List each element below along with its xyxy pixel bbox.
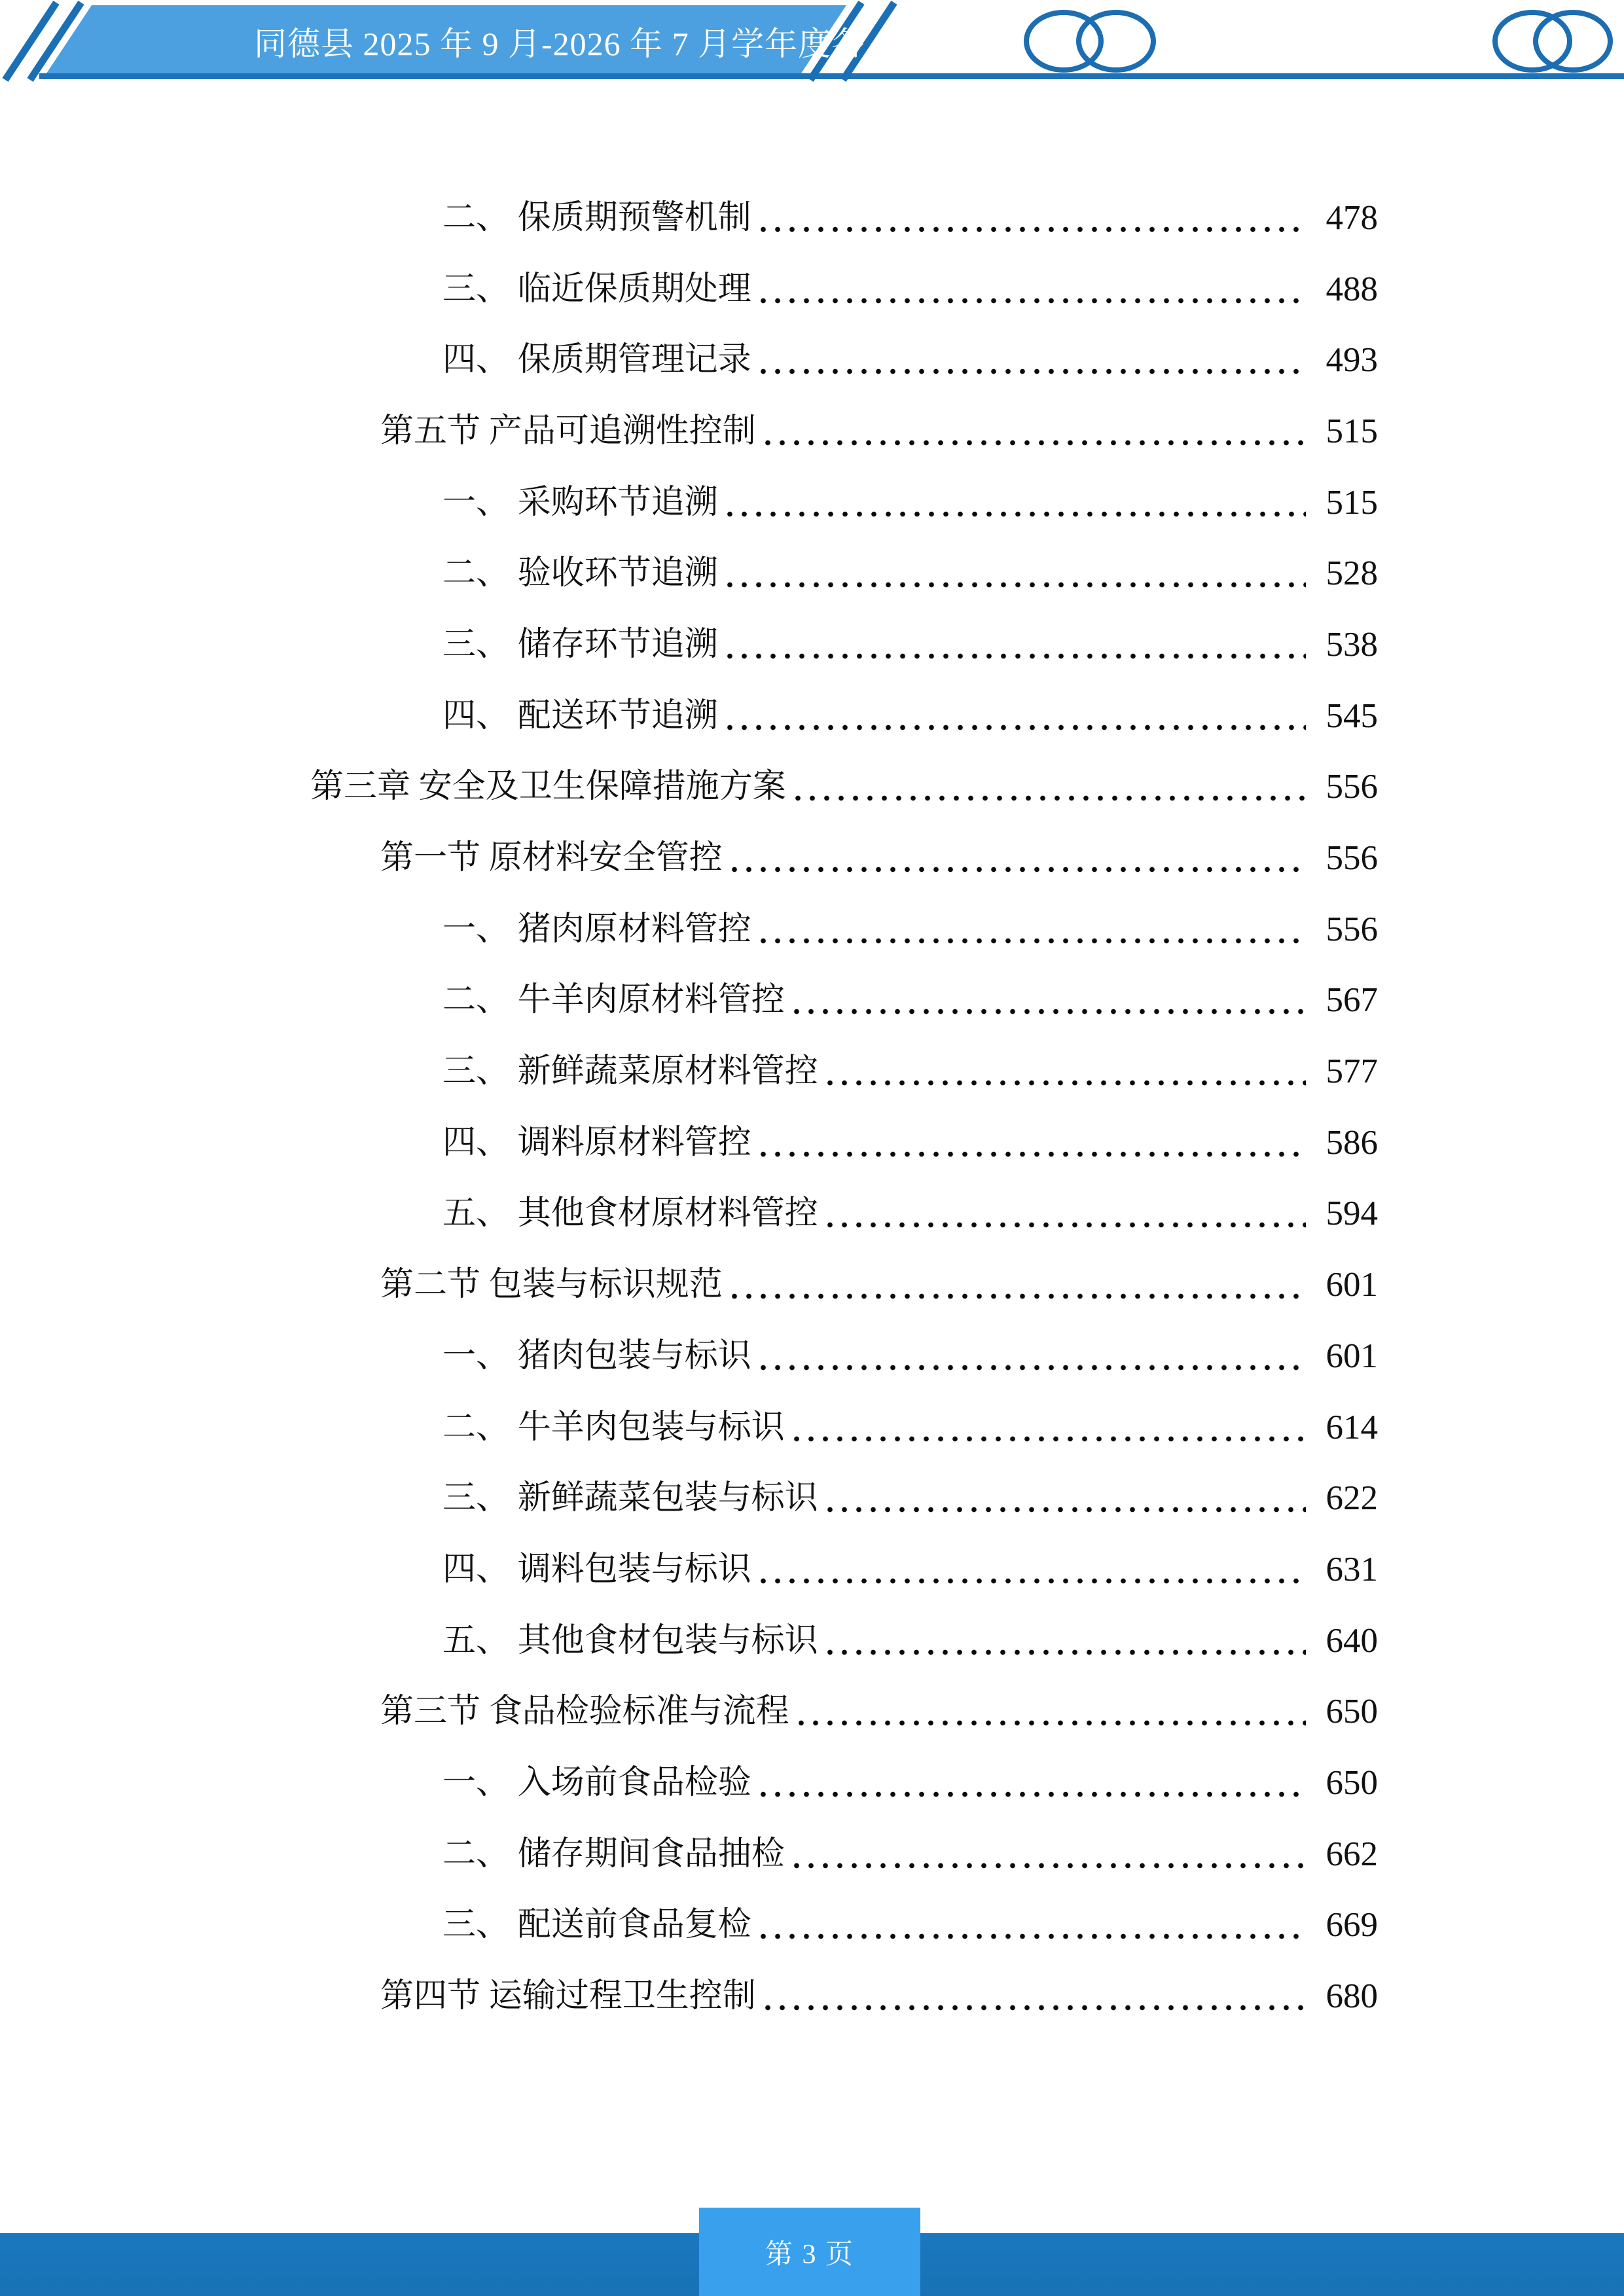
footer-page-box xyxy=(699,2208,920,2296)
interlocked-rings-icon xyxy=(1495,12,1610,70)
toc-entry-page: 567 xyxy=(1326,981,1378,1020)
toc-entry-label: 二、 牛羊肉原材料管控 xyxy=(442,982,785,1019)
toc-entry xyxy=(310,1605,1378,1677)
toc-entry-label: 二、 储存期间食品抽检 xyxy=(442,1835,785,1873)
toc-entry xyxy=(310,1534,1378,1605)
toc-entry-label: 第二节 包装与标识规范 xyxy=(380,1266,723,1304)
toc-entry xyxy=(310,325,1378,396)
toc-entry-page: 545 xyxy=(1326,696,1378,735)
dot-leader xyxy=(761,1365,1306,1371)
toc-entry-page: 515 xyxy=(1326,412,1378,450)
dot-leader xyxy=(761,1791,1306,1797)
page-header xyxy=(0,0,1624,92)
left-stripe-icon xyxy=(5,3,56,80)
toc-entry xyxy=(310,1961,1378,2032)
toc-entry-page: 488 xyxy=(1326,270,1378,308)
dot-leader xyxy=(761,1151,1306,1157)
toc-entry-label: 二、 牛羊肉包装与标识 xyxy=(442,1408,785,1446)
toc-entry-page: 622 xyxy=(1326,1479,1378,1518)
toc-entry-label: 一、 入场前食品检验 xyxy=(442,1764,751,1801)
toc-entry-page: 640 xyxy=(1326,1621,1378,1660)
toc-entry-label: 第四节 运输过程卫生控制 xyxy=(380,1978,756,2015)
toc-entry xyxy=(310,1249,1378,1321)
dot-leader xyxy=(727,582,1306,588)
toc-entry-page: 556 xyxy=(1326,910,1378,948)
toc-entry xyxy=(310,1107,1378,1179)
toc-entry-label: 二、 验收环节追溯 xyxy=(442,555,718,592)
toc-entry-page: 594 xyxy=(1326,1194,1378,1233)
toc-entry-page: 631 xyxy=(1326,1550,1378,1588)
dot-leader xyxy=(827,1507,1306,1513)
toc-entry-page: 680 xyxy=(1326,1977,1378,2016)
dot-leader xyxy=(827,1649,1306,1655)
toc-entry-label: 三、 新鲜蔬菜包装与标识 xyxy=(442,1480,818,1517)
toc-entry-label: 三、 配送前食品复检 xyxy=(442,1907,751,1944)
dot-leader xyxy=(761,938,1306,944)
toc-entry-label: 一、 猪肉原材料管控 xyxy=(442,910,751,948)
page-number-label: 第 3 页 xyxy=(765,2239,854,2270)
dot-leader xyxy=(799,1720,1306,1726)
toc-entry-label: 三、 储存环节追溯 xyxy=(442,626,718,663)
toc-entry-label: 二、 保质期预警机制 xyxy=(442,199,751,236)
toc-entry xyxy=(310,965,1378,1037)
toc-entry-page: 650 xyxy=(1326,1763,1378,1802)
dot-leader xyxy=(765,2005,1306,2011)
toc-entry-page: 601 xyxy=(1326,1336,1378,1375)
toc-entry xyxy=(310,1676,1378,1748)
toc-entry-label: 第五节 产品可追溯性控制 xyxy=(380,412,756,450)
toc-entry-page: 586 xyxy=(1326,1123,1378,1162)
toc-entry-page: 528 xyxy=(1326,554,1378,593)
dot-leader xyxy=(761,1933,1306,1939)
dot-leader xyxy=(761,298,1306,304)
toc-entry-label: 四、 调料包装与标识 xyxy=(442,1551,751,1588)
toc-entry xyxy=(310,609,1378,681)
toc-entry-page: 650 xyxy=(1326,1693,1378,1731)
dot-leader xyxy=(761,1578,1306,1584)
toc-entry-page: 614 xyxy=(1326,1408,1378,1446)
dot-leader xyxy=(795,795,1306,801)
toc-entry-label: 第三章 安全及卫生保障措施方案 xyxy=(310,768,786,806)
toc-entry-label: 一、 猪肉包装与标识 xyxy=(442,1337,751,1374)
toc-entry xyxy=(310,1179,1378,1250)
toc-entry xyxy=(310,894,1378,965)
toc-entry-label: 第一节 原材料安全管控 xyxy=(380,840,723,877)
toc-entry-page: 538 xyxy=(1326,625,1378,664)
toc-entry-page: 493 xyxy=(1326,341,1378,380)
toc-entry xyxy=(310,183,1378,254)
toc-entry xyxy=(310,823,1378,894)
toc-entry xyxy=(310,538,1378,609)
toc-entry-page: 478 xyxy=(1326,198,1378,237)
dot-leader xyxy=(794,1436,1306,1442)
table-of-contents xyxy=(310,183,1378,2032)
toc-entry xyxy=(310,1321,1378,1392)
toc-entry xyxy=(310,681,1378,752)
toc-entry-label: 五、 其他食材原材料管控 xyxy=(442,1195,818,1232)
dot-leader xyxy=(794,1009,1306,1014)
toc-entry xyxy=(310,467,1378,539)
toc-entry xyxy=(310,752,1378,823)
toc-entry-page: 556 xyxy=(1326,839,1378,878)
toc-entry-page: 577 xyxy=(1326,1052,1378,1091)
toc-entry xyxy=(310,1890,1378,1962)
toc-entry-label: 三、 新鲜蔬菜原材料管控 xyxy=(442,1053,818,1090)
dot-leader xyxy=(727,653,1306,659)
dot-leader xyxy=(727,511,1306,517)
dot-leader xyxy=(794,1863,1306,1869)
dot-leader xyxy=(827,1222,1306,1228)
dot-leader xyxy=(727,725,1306,730)
toc-entry xyxy=(310,1392,1378,1463)
dot-leader xyxy=(761,226,1306,232)
dot-leader xyxy=(732,1293,1306,1299)
document-title: 同德县 2025 年 9 月-2026 年 7 月学年度各 xyxy=(254,26,865,62)
toc-entry xyxy=(310,1463,1378,1534)
toc-entry xyxy=(310,1819,1378,1890)
toc-entry-label: 四、 调料原材料管控 xyxy=(442,1124,751,1161)
toc-entry xyxy=(310,1748,1378,1819)
toc-entry-page: 515 xyxy=(1326,483,1378,522)
toc-entry xyxy=(310,254,1378,325)
toc-entry-label: 三、 临近保质期处理 xyxy=(442,270,751,308)
toc-entry xyxy=(310,1036,1378,1107)
dot-leader xyxy=(761,368,1306,374)
toc-entry-label: 一、 采购环节追溯 xyxy=(442,484,718,521)
dot-leader xyxy=(765,440,1306,446)
toc-entry-page: 601 xyxy=(1326,1266,1378,1304)
toc-entry-page: 669 xyxy=(1326,1906,1378,1945)
toc-entry xyxy=(310,396,1378,467)
dot-leader xyxy=(827,1080,1306,1086)
toc-entry-label: 四、 配送环节追溯 xyxy=(442,697,718,734)
toc-entry-label: 四、 保质期管理记录 xyxy=(442,342,751,379)
interlocked-rings-icon xyxy=(1026,12,1153,70)
toc-entry-page: 556 xyxy=(1326,768,1378,806)
dot-leader xyxy=(732,867,1306,872)
toc-entry-label: 五、 其他食材包装与标识 xyxy=(442,1622,818,1659)
toc-entry-label: 第三节 食品检验标准与流程 xyxy=(380,1693,789,1731)
toc-entry-page: 662 xyxy=(1326,1835,1378,1873)
